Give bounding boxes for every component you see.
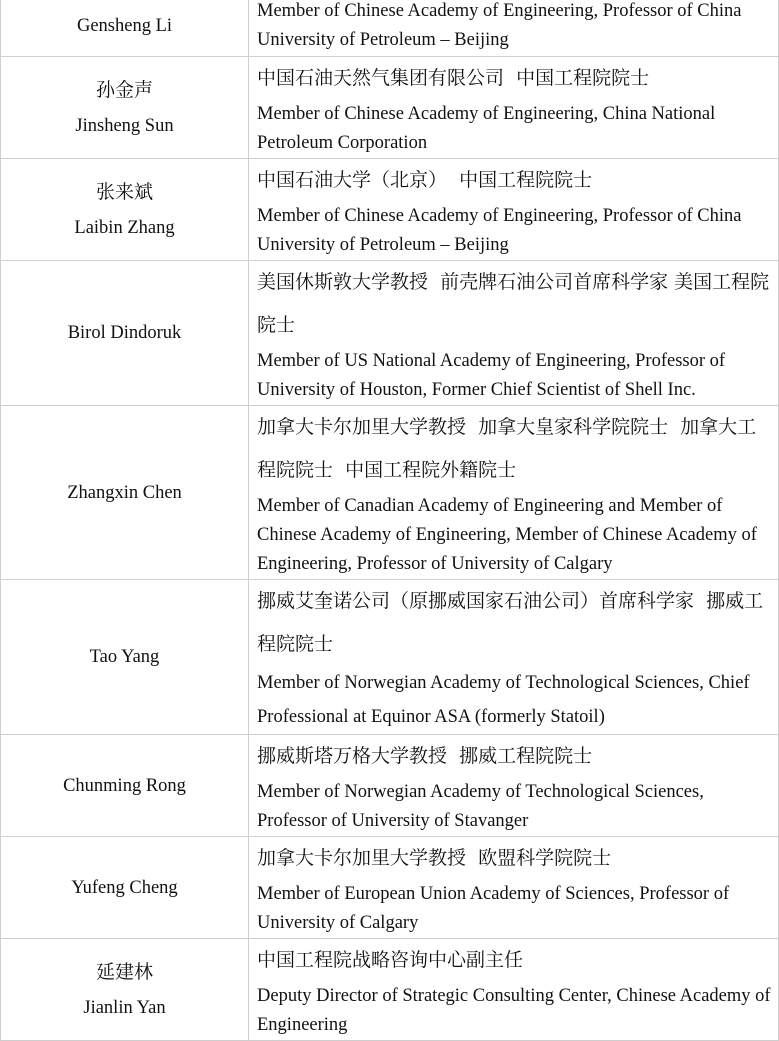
name-cell	[1, 837, 249, 939]
table-row	[1, 735, 779, 837]
description-cell	[249, 939, 779, 1041]
name-cell	[1, 735, 249, 837]
name-zh: 孙金声	[95, 78, 153, 101]
table-row	[1, 939, 779, 1041]
name-en: Jinsheng Sun	[75, 115, 174, 136]
description-en: Member of Chinese Academy of Engineering, China National Petroleum Corporation	[257, 104, 716, 153]
description-zh: 挪威斯塔万格大学教授 挪威工程院院士	[257, 745, 593, 767]
name-cell	[1, 57, 249, 159]
name-cell	[1, 406, 249, 580]
name-cell	[1, 159, 249, 261]
name-zh: 延建林	[95, 960, 153, 983]
description-zh: 中国石油大学（北京） 中国工程院院士	[257, 169, 593, 191]
description-cell	[249, 57, 779, 159]
description-cell	[249, 406, 779, 580]
description-cell	[249, 261, 779, 406]
description-zh: 加拿大卡尔加里大学教授 加拿大皇家科学院院士 加拿大工程院院士 中国工程院外籍院士	[257, 416, 757, 481]
description-zh: 加拿大卡尔加里大学教授 欧盟科学院院士	[257, 847, 612, 869]
description-cell	[249, 837, 779, 939]
name-en: Zhangxin Chen	[67, 482, 182, 503]
table-row	[1, 580, 779, 735]
table-row	[1, 406, 779, 580]
description-cell	[249, 159, 779, 261]
table-row	[1, 0, 779, 57]
name-en: Yufeng Cheng	[71, 877, 178, 898]
description-en: Member of European Union Academy of Sciences, Professor of University of Calgary	[257, 884, 730, 933]
description-en: Member of Canadian Academy of Engineering and Member of Chinese Academy of Engineering, Member of Chinese Academy of Engineering, Professor of University of Calgary	[257, 496, 757, 574]
name-cell	[1, 261, 249, 406]
name-cell	[1, 939, 249, 1041]
name-en: Gensheng Li	[76, 15, 173, 36]
description-zh: 美国休斯敦大学教授 前壳牌石油公司首席科学家 美国工程院院士	[257, 271, 770, 336]
description-cell	[249, 580, 779, 735]
name-en: Chunming Rong	[63, 775, 186, 796]
table-row	[1, 57, 779, 159]
description-en: Deputy Director of Strategic Consulting Center, Chinese Academy of Engineering	[257, 986, 771, 1035]
description-cell	[249, 0, 779, 57]
name-en: Laibin Zhang	[74, 217, 175, 238]
table-row	[1, 261, 779, 406]
description-en: Member of Norwegian Academy of Technological Sciences, Professor of University of Stavanger	[257, 782, 704, 831]
table-row	[1, 159, 779, 261]
description-en: Member of Chinese Academy of Engineering, Professor of China University of Petroleum – Beijing	[257, 0, 742, 50]
description-en: Member of Chinese Academy of Engineering, Professor of China University of Petroleum – Beijing	[257, 206, 742, 255]
name-en: Birol Dindoruk	[67, 323, 182, 343]
name-zh: 张来斌	[95, 180, 153, 203]
name-cell	[1, 580, 249, 735]
description-zh: 挪威艾奎诺公司（原挪威国家石油公司）首席科学家 挪威工程院院士	[257, 590, 764, 655]
description-zh: 中国石油天然气集团有限公司 中国工程院院士	[257, 67, 650, 89]
description-en: Member of US National Academy of Engineering, Professor of University of Houston, Former Chief Scientist of Shell Inc.	[257, 351, 726, 400]
name-en: Jianlin Yan	[83, 997, 166, 1018]
name-cell	[1, 0, 249, 57]
description-cell	[249, 735, 779, 837]
table-row	[1, 837, 779, 939]
description-zh: 中国工程院战略咨询中心副主任	[257, 949, 524, 971]
description-en: Member of Norwegian Academy of Technological Sciences, Chief Professional at Equinor ASA (formerly Statoil)	[257, 673, 750, 727]
name-en: Tao Yang	[89, 647, 160, 667]
